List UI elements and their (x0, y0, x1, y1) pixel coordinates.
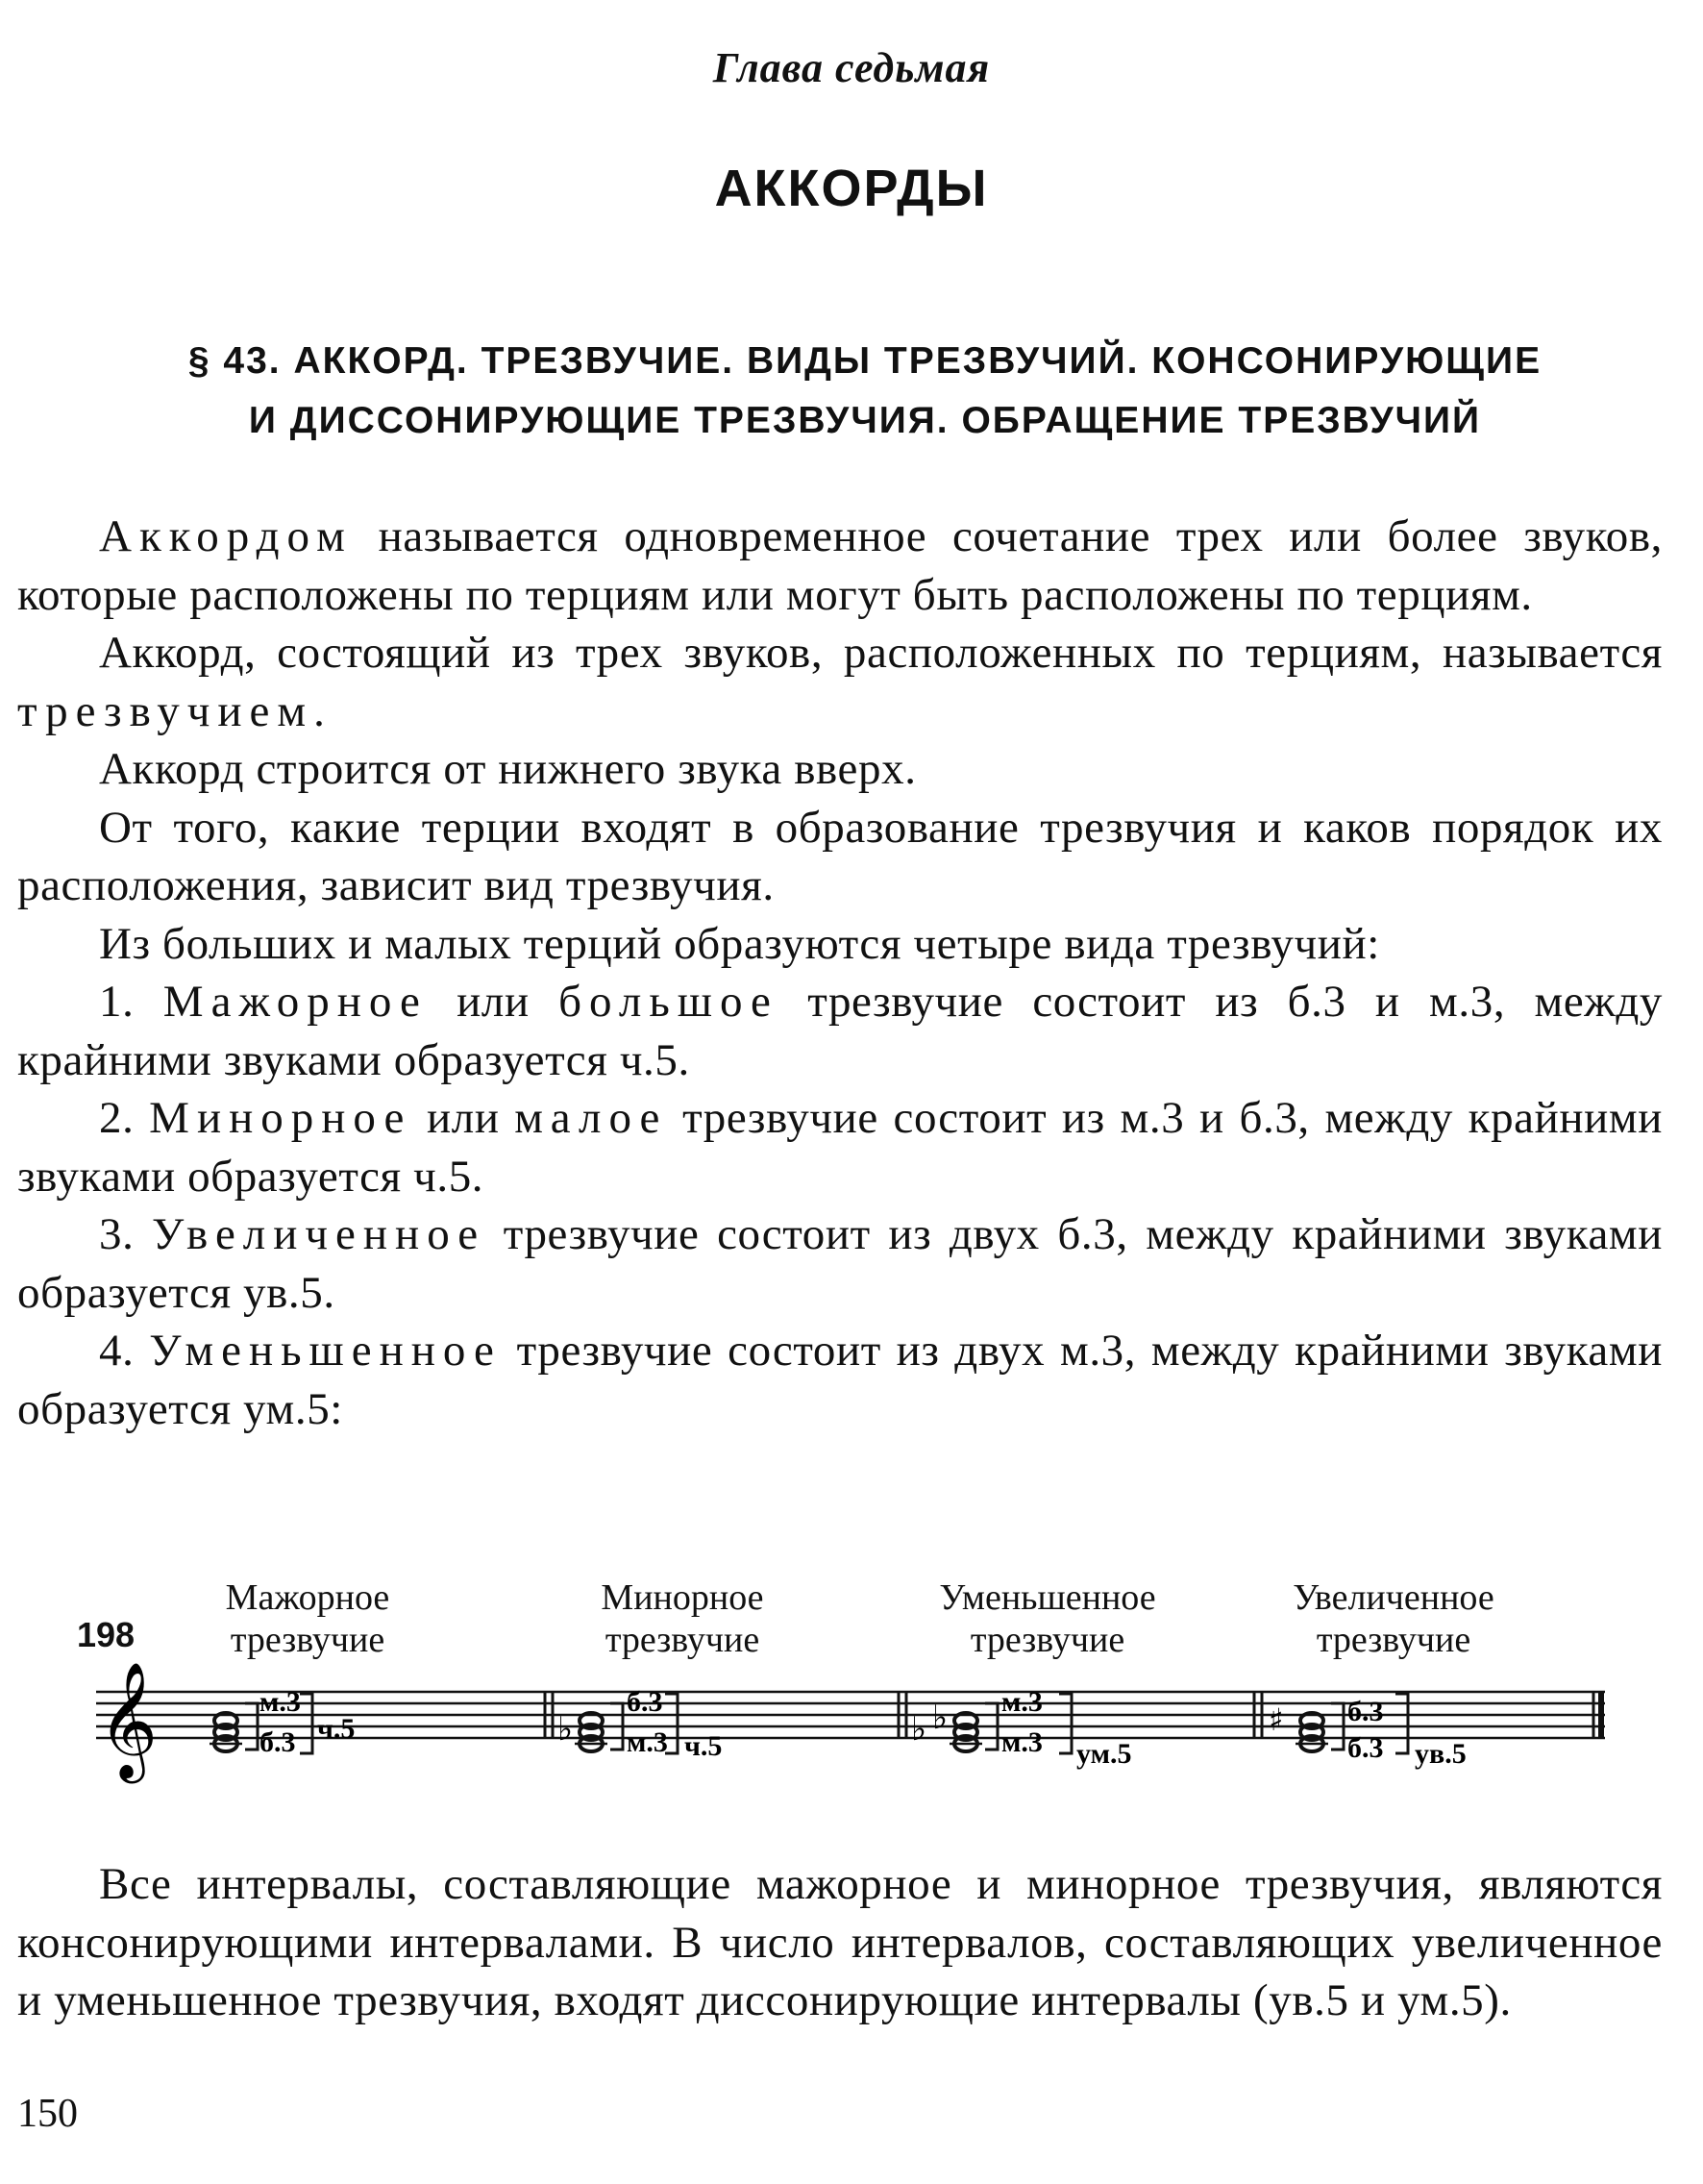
chapter-heading: Глава седьмая (712, 44, 991, 91)
list-number: 2. (99, 1093, 150, 1143)
chord-label-line: Увеличенное (1293, 1577, 1494, 1618)
paragraph-text: трезвучие состоит из двух м.3, между крайними звуками образуется ум.5: (17, 1326, 1663, 1434)
chord-label-line: Минорное (601, 1577, 764, 1618)
flat-icon: ♭ (932, 1699, 949, 1737)
paragraph-text: трезвучие состоит из м.3 и б.3, между крайними звуками образуется ч.5. (17, 1093, 1663, 1202)
paragraph-build-direction: Аккорд строится от нижнего звука вверх. (99, 744, 917, 794)
sharp-icon: ♯ (1269, 1701, 1284, 1738)
paragraph-text: Аккорд, состоящий из трех звуков, расположенных по терциям, называется (99, 628, 1663, 678)
list-item-augmented (17, 1205, 1663, 1322)
music-staff (77, 1576, 1615, 1826)
list-item-minor (17, 1089, 1663, 1205)
chord-augmented (1269, 1694, 1467, 1770)
list-number: 1. (99, 977, 163, 1027)
term-minor: Минорное (149, 1093, 412, 1143)
chord-label-line: Мажорное (225, 1577, 390, 1618)
page-number: 150 (17, 2092, 78, 2136)
paragraph-text: трезвучие состоит из двух б.3, между крайними звуками образуется ув.5. (17, 1209, 1663, 1318)
interval-label-upper: б.3 (1347, 1696, 1384, 1727)
interval-label-upper: м.3 (1001, 1686, 1043, 1718)
term-small: малое (514, 1093, 668, 1143)
paragraph-text: называется одновременное сочетание трех или более звуков, которые расположены по терциям или могут быть расположены по терциям. (17, 511, 1663, 620)
closing-paragraph (17, 1855, 1663, 2030)
term-large: большое (558, 977, 778, 1027)
section-heading-line-1: § 43. АККОРД. ТРЕЗВУЧИЕ. ВИДЫ ТРЕЗВУЧИЙ. КОНСОНИРУЮЩИЕ (187, 340, 1543, 382)
paragraph-text: или (427, 977, 559, 1027)
list-number: 3. (99, 1209, 153, 1259)
flat-icon: ♭ (911, 1710, 927, 1749)
interval-label-lower: м.3 (1001, 1726, 1043, 1758)
paragraph-text: трезвучие состоит из б.3 и м.3, между крайними звуками образуется ч.5. (17, 977, 1663, 1085)
list-number: 4. (99, 1326, 150, 1376)
term-augmented: Увеличенное (152, 1209, 486, 1259)
paragraph-consonance: Все интервалы, составляющие мажорное и минорное трезвучия, являются консонирующими интервалами. В число интервалов, составляющих увеличенное и уменьшенное трезвучия, входят диссонирующие интервалы (ув.5 и ум.5). (17, 1859, 1663, 2025)
section-heading-line-2: И ДИССОНИРУЮЩИЕ ТРЕЗВУЧИЯ. ОБРАЩЕНИЕ ТРЕЗВУЧИЙ (248, 400, 1482, 441)
interval-label-outer: ум.5 (1076, 1738, 1132, 1770)
music-example (77, 1576, 1615, 1826)
interval-label-lower: м.3 (627, 1726, 668, 1758)
term-major: Мажорное (162, 977, 428, 1027)
example-number: 198 (77, 1615, 136, 1654)
chord-label-line: трезвучие (605, 1620, 760, 1660)
paragraph-triad-definition (17, 624, 1663, 740)
body-text (17, 508, 1663, 1438)
list-item-diminished (17, 1322, 1663, 1438)
chord-diminished (911, 1686, 1132, 1770)
paragraph-triad-types: От того, какие терции входят в образование трезвучия и каков порядок их расположения, зависит вид трезвучия. (17, 802, 1663, 910)
interval-label-outer: ув.5 (1415, 1738, 1467, 1770)
term-diminished: Уменьшенное (149, 1326, 502, 1376)
interval-label-lower: б.3 (259, 1726, 296, 1758)
chord-label-line: Уменьшенное (939, 1577, 1156, 1618)
chord-minor (557, 1686, 722, 1762)
list-item-major (17, 973, 1663, 1089)
treble-clef-icon: 𝄞 (98, 1661, 159, 1778)
term-triad: трезвучием (17, 685, 314, 736)
term-chord: Аккордом (99, 511, 353, 561)
paragraph-four-types: Из больших и малых терций образуются четыре вида трезвучий: (99, 918, 1380, 969)
flat-icon: ♭ (557, 1710, 574, 1749)
section-heading (58, 332, 1672, 451)
chord-label-line: трезвучие (1316, 1620, 1471, 1660)
chord-major (210, 1686, 355, 1758)
interval-label-upper: м.3 (259, 1686, 301, 1718)
interval-label-upper: б.3 (627, 1686, 663, 1718)
interval-label-lower: б.3 (1347, 1732, 1384, 1764)
paragraph-text: . (313, 685, 326, 736)
interval-label-outer: ч.5 (684, 1730, 723, 1762)
interval-label-outer: ч.5 (317, 1713, 356, 1745)
paragraph-text: или (411, 1093, 515, 1143)
chord-label-line: трезвучие (970, 1620, 1125, 1660)
chapter-title: АККОРДЫ (714, 160, 989, 217)
chord-label-line: трезвучие (230, 1620, 385, 1660)
paragraph-chord-definition (17, 508, 1663, 624)
